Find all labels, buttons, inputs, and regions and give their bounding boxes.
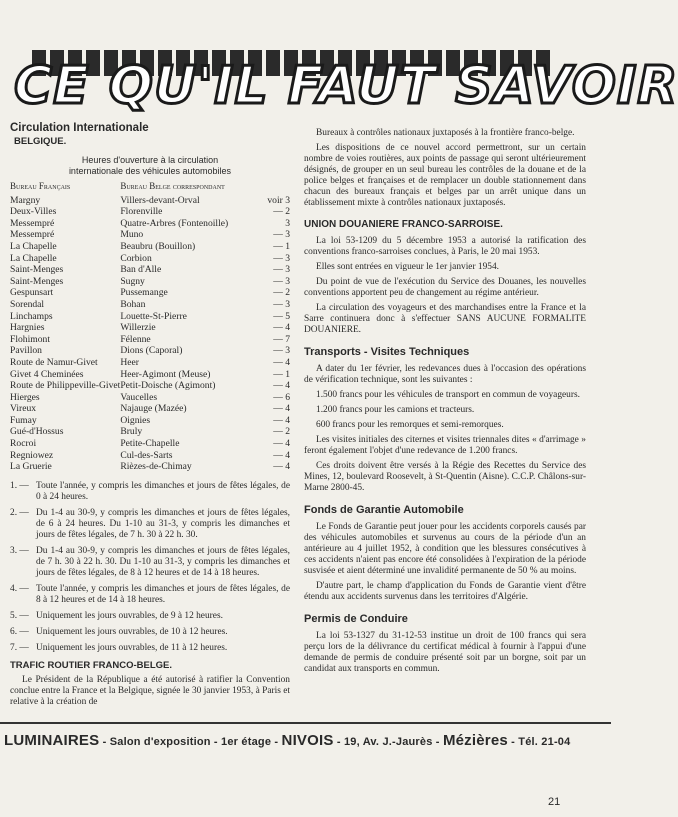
- cell-num: — 1: [273, 368, 290, 380]
- cell-be: Villers-devant-Orval: [120, 194, 200, 206]
- table-row: [10, 253, 290, 265]
- cell-be: Willerzie: [120, 322, 156, 334]
- cell-fr: Margny: [10, 194, 41, 206]
- cell-num: — 2: [273, 287, 290, 299]
- note-item: [10, 611, 290, 622]
- cell-be: Petit-Doische (Agimont): [120, 380, 216, 392]
- union-p3: Du point de vue de l'exécution du Service des Douanes, les nouvelles conventions apportent peu de changement au régime antérieur.: [304, 277, 586, 298]
- table-row: [10, 206, 290, 218]
- country-label: BELGIQUE.: [14, 136, 67, 147]
- cell-be: Félenne: [120, 333, 151, 345]
- note-number: 6. —: [10, 626, 29, 637]
- cell-fr: Hargnies: [10, 322, 45, 334]
- note-text: Uniquement les jours ouvrables, de 9 à 12 heures.: [36, 610, 223, 621]
- note-number: 5. —: [10, 610, 29, 621]
- cell-be: Najauge (Mazée): [120, 403, 187, 415]
- table-row: [10, 195, 290, 207]
- cell-num: — 2: [273, 206, 290, 218]
- cell-be: Louette-St-Pierre: [120, 310, 187, 322]
- cell-fr: La Gruerie: [10, 461, 52, 473]
- union-p4: La circulation des voyageurs et des marchandises entre la France et la Sarre continuera donc à s'effectuer SANS AUCUNE FORMALITE DOUANIERE.: [304, 303, 586, 335]
- advertisement-footer: [4, 732, 604, 749]
- cell-fr: Saint-Menges: [10, 264, 64, 276]
- notes-list: [10, 481, 290, 654]
- union-p1: La loi 53-1209 du 5 décembre 1953 a autorisé la ratification des conventions franco-sarroises conclues, à Paris, le 20 mai 1953.: [304, 236, 586, 257]
- table-row: [10, 369, 290, 381]
- fonds-title: Fonds de Garantie Automobile: [304, 504, 464, 516]
- cell-num: — 3: [273, 229, 290, 241]
- cell-be: Sugny: [120, 275, 145, 287]
- table-row: [10, 299, 290, 311]
- cell-be: Bohan: [120, 298, 146, 310]
- cell-be: Pussemange: [120, 287, 168, 299]
- cell-num: — 4: [273, 438, 290, 450]
- cell-num: voir 3: [267, 194, 290, 206]
- cell-num: — 7: [273, 333, 290, 345]
- cell-fr: Saint-Menges: [10, 275, 64, 287]
- table-row: [10, 415, 290, 427]
- table-row: [10, 426, 290, 438]
- footer-rule: [0, 722, 611, 724]
- hours-title-line1: Heures d'ouverture à la circulation: [81, 155, 219, 165]
- cell-fr: Gespunsart: [10, 287, 54, 299]
- note-number: 7. —: [10, 642, 29, 653]
- cell-be: Quatre-Arbres (Fontenoille): [120, 217, 229, 229]
- table-row: [10, 311, 290, 323]
- cell-num: — 4: [273, 449, 290, 461]
- union-title: UNION DOUANIERE FRANCO-SARROISE.: [304, 219, 503, 230]
- cell-fr: Flohimont: [10, 333, 50, 345]
- cell-fr: Rocroi: [10, 438, 37, 450]
- col-header-fr: Bureau Français: [10, 181, 71, 191]
- cell-fr: Route de Namur-Givet: [10, 356, 98, 368]
- cell-num: — 4: [273, 380, 290, 392]
- cell-be: Beaubru (Bouillon): [120, 240, 196, 252]
- note-item: [10, 546, 290, 579]
- cell-be: Florenville: [120, 206, 163, 218]
- fonds-p2: D'autre part, le champ d'application du Fonds de Garantie vient d'être étendu aux accidents survenus dans les territoires d'Algérie.: [304, 581, 586, 602]
- note-text: Uniquement les jours ouvrables, de 11 à 12 heures.: [36, 642, 228, 653]
- note-item: [10, 481, 290, 503]
- footer-phone: - Tél. 21-04: [507, 736, 571, 748]
- left-column: [10, 122, 290, 712]
- cell-fr: Pavillon: [10, 345, 42, 357]
- table-row: [10, 241, 290, 253]
- table-row: [10, 287, 290, 299]
- note-item: [10, 584, 290, 606]
- cell-fr: Route de Philippeville-Givet: [10, 380, 121, 392]
- transports-p6: Ces droits doivent être versés à la Régie des Recettes du Service des Mines, 12, boulevard Roosevelt, à St-Quentin (Aisne). C.C.P. Châlons-sur-Marne 2800-45.: [304, 461, 586, 493]
- cell-num: 3: [285, 217, 290, 229]
- table-row: [10, 403, 290, 415]
- note-number: 2. —: [10, 507, 29, 518]
- table-row: [10, 264, 290, 276]
- cell-be: Petite-Chapelle: [120, 438, 180, 450]
- cell-be: Rièzes-de-Chimay: [120, 461, 192, 473]
- cell-num: — 5: [273, 310, 290, 322]
- permis-title: Permis de Conduire: [304, 613, 408, 625]
- cell-num: — 3: [273, 264, 290, 276]
- cell-fr: Deux-Villes: [10, 206, 57, 218]
- table-row: [10, 461, 290, 473]
- cell-num: — 4: [273, 403, 290, 415]
- union-p2: Elles sont entrées en vigueur le 1er janvier 1954.: [316, 262, 500, 272]
- hours-title: [10, 155, 290, 177]
- cell-be: Heer: [120, 356, 139, 368]
- transports-p4: 600 francs pour les remorques et semi-remorques.: [316, 420, 504, 430]
- cell-fr: Regniowez: [10, 449, 54, 461]
- note-number: 4. —: [10, 583, 29, 594]
- transports-p3: 1.200 francs pour les camions et tracteurs.: [316, 405, 475, 415]
- table-row: [10, 276, 290, 288]
- note-text: Toute l'année, y compris les dimanches et jours de fêtes légales, de 8 à 12 heures et de 14 à 18 heures.: [36, 583, 290, 605]
- footer-city: Mézières: [442, 732, 508, 749]
- cell-be: Heer-Agimont (Meuse): [120, 368, 211, 380]
- table-row: [10, 438, 290, 450]
- accord-paragraph: Les dispositions de ce nouvel accord permettront, sur un certain nombre de voies routières, aux points de passage qui seront ultérieurement désignés, de grouper en un seul bureau les contrôles de la douane et de la police belges et françaises et de remplacer un double stationnement dans chacun des bureaux français et belges par un arrêt unique dans un établissement mixte à contrôles nationaux juxtaposés.: [304, 143, 586, 208]
- trafic-title: TRAFIC ROUTIER FRANCO-BELGE.: [10, 659, 173, 671]
- cell-num: — 3: [273, 298, 290, 310]
- cell-fr: Gué-d'Hossus: [10, 426, 64, 438]
- page-number: 21: [548, 796, 561, 808]
- note-text: Du 1-4 au 30-9, y compris les dimanches et jours de fêtes légales, de 6 à 24 heures. Du 1-10 au 31-3, y compris les dimanches et jours de fêtes légales, de 7 h. 30 à 22 h. 30.: [36, 507, 290, 540]
- note-item: [10, 508, 290, 541]
- hours-title-line2: internationale des véhicules automobiles: [68, 166, 232, 176]
- cell-be: Muno: [120, 229, 144, 241]
- cell-num: — 4: [273, 461, 290, 473]
- footer-address: - 19, Av. J.-Jaurès -: [333, 736, 443, 748]
- cell-num: — 4: [273, 414, 290, 426]
- table-row: [10, 229, 290, 241]
- cell-num: — 1: [273, 240, 290, 252]
- cell-num: — 3: [273, 275, 290, 287]
- cell-be: Corbion: [120, 252, 152, 264]
- cell-be: Cul-des-Sarts: [120, 449, 173, 461]
- footer-name: NIVOIS: [281, 732, 334, 749]
- transports-title: Transports - Visites Techniques: [304, 346, 470, 358]
- table-row: [10, 392, 290, 404]
- cell-num: — 3: [273, 252, 290, 264]
- footer-salon: - Salon d'exposition - 1er étage -: [99, 736, 282, 748]
- table-row: [10, 357, 290, 369]
- permis-p1: La loi 53-1327 du 31-12-53 institue un droit de 100 francs qui sera perçu lors de la délivrance du certificat médical à fournir à l'appui d'une demande de permis de conduire présenté soit par un borgne, soit par un candidat aux transports en commun.: [304, 631, 586, 674]
- cell-be: Bruly: [120, 426, 143, 438]
- cell-num: — 3: [273, 345, 290, 357]
- trafic-text: Le Président de la République a été autorisé à ratifier la Convention conclue entre la France et la Belgique, signée le 30 janvier 1953, à Paris et relative à la création de: [10, 674, 290, 707]
- cell-fr: Hierges: [10, 391, 40, 403]
- cell-be: Dions (Caporal): [120, 345, 183, 357]
- transports-p5: Les visites initiales des citernes et visites triennales dites « d'arrimage » feront également l'objet d'une redevance de 1.200 francs.: [304, 435, 586, 456]
- section-title: Circulation Internationale: [10, 122, 149, 134]
- note-text: Du 1-4 au 30-9, y compris les dimanches et jours de fêtes légales, de 7 h. 30 à 22 h. 30. Du 1-10 au 31-3, y compris les dimanches et jours de fêtes légales, de 8 à 12 heures et de 14 à 18 heures.: [36, 545, 290, 578]
- table-row: [10, 218, 290, 230]
- note-text: Toute l'année, y compris les dimanches et jours de fêtes légales, de 0 à 24 heures.: [36, 480, 290, 502]
- cell-num: — 6: [273, 391, 290, 403]
- cell-fr: Fumay: [10, 414, 37, 426]
- table-row: [10, 345, 290, 357]
- title-banner: [14, 42, 678, 126]
- cell-fr: Messempré: [10, 217, 55, 229]
- fonds-p1: Le Fonds de Garantie peut jouer pour les accidents corporels causés par des véhicules automobiles et survenus au cours de la période d'un an antérieure au 4 juillet 1952, à condition que les blessures consécutives à ces accidents n'aient pas encore été consolidées à l'expiration de la période susvisée et aient déterminé une invalidité permanente de 50 % au moins.: [304, 522, 586, 576]
- transports-p2: 1.500 francs pour les véhicules de transport en commun de voyageurs.: [316, 390, 580, 400]
- cell-be: Oignies: [120, 414, 151, 426]
- table-row: [10, 450, 290, 462]
- cell-be: Ban d'Alle: [120, 264, 162, 276]
- cell-be: Vaucelles: [120, 391, 158, 403]
- table-row: [10, 380, 290, 392]
- transports-p1: A dater du 1er février, les redevances dues à l'occasion des opérations de vérification technique, sont les suivantes :: [304, 364, 586, 385]
- banner-title: CE QU'IL FAUT SAVOIR: [14, 56, 678, 116]
- cell-fr: Linchamps: [10, 310, 53, 322]
- cell-fr: Givet 4 Cheminées: [10, 368, 84, 380]
- cell-fr: Messempré: [10, 229, 55, 241]
- table-row: [10, 322, 290, 334]
- cell-fr: Sorendal: [10, 298, 45, 310]
- right-column: [304, 128, 586, 679]
- table-row: [10, 334, 290, 346]
- note-number: 3. —: [10, 545, 29, 556]
- customs-table: [10, 181, 290, 473]
- cell-num: — 4: [273, 322, 290, 334]
- cell-num: — 4: [273, 356, 290, 368]
- cell-fr: La Chapelle: [10, 240, 57, 252]
- note-item: [10, 627, 290, 638]
- bureaux-paragraph: Bureaux à contrôles nationaux juxtaposés à la frontière franco-belge.: [316, 128, 575, 138]
- cell-fr: La Chapelle: [10, 252, 57, 264]
- note-item: [10, 643, 290, 654]
- col-header-be: Bureau Belge correspondant: [120, 181, 225, 191]
- footer-brand: LUMINAIRES: [4, 732, 100, 749]
- note-number: 1. —: [10, 480, 29, 491]
- cell-num: — 2: [273, 426, 290, 438]
- note-text: Uniquement les jours ouvrables, de 10 à 12 heures.: [36, 626, 228, 637]
- cell-fr: Vireux: [10, 403, 37, 415]
